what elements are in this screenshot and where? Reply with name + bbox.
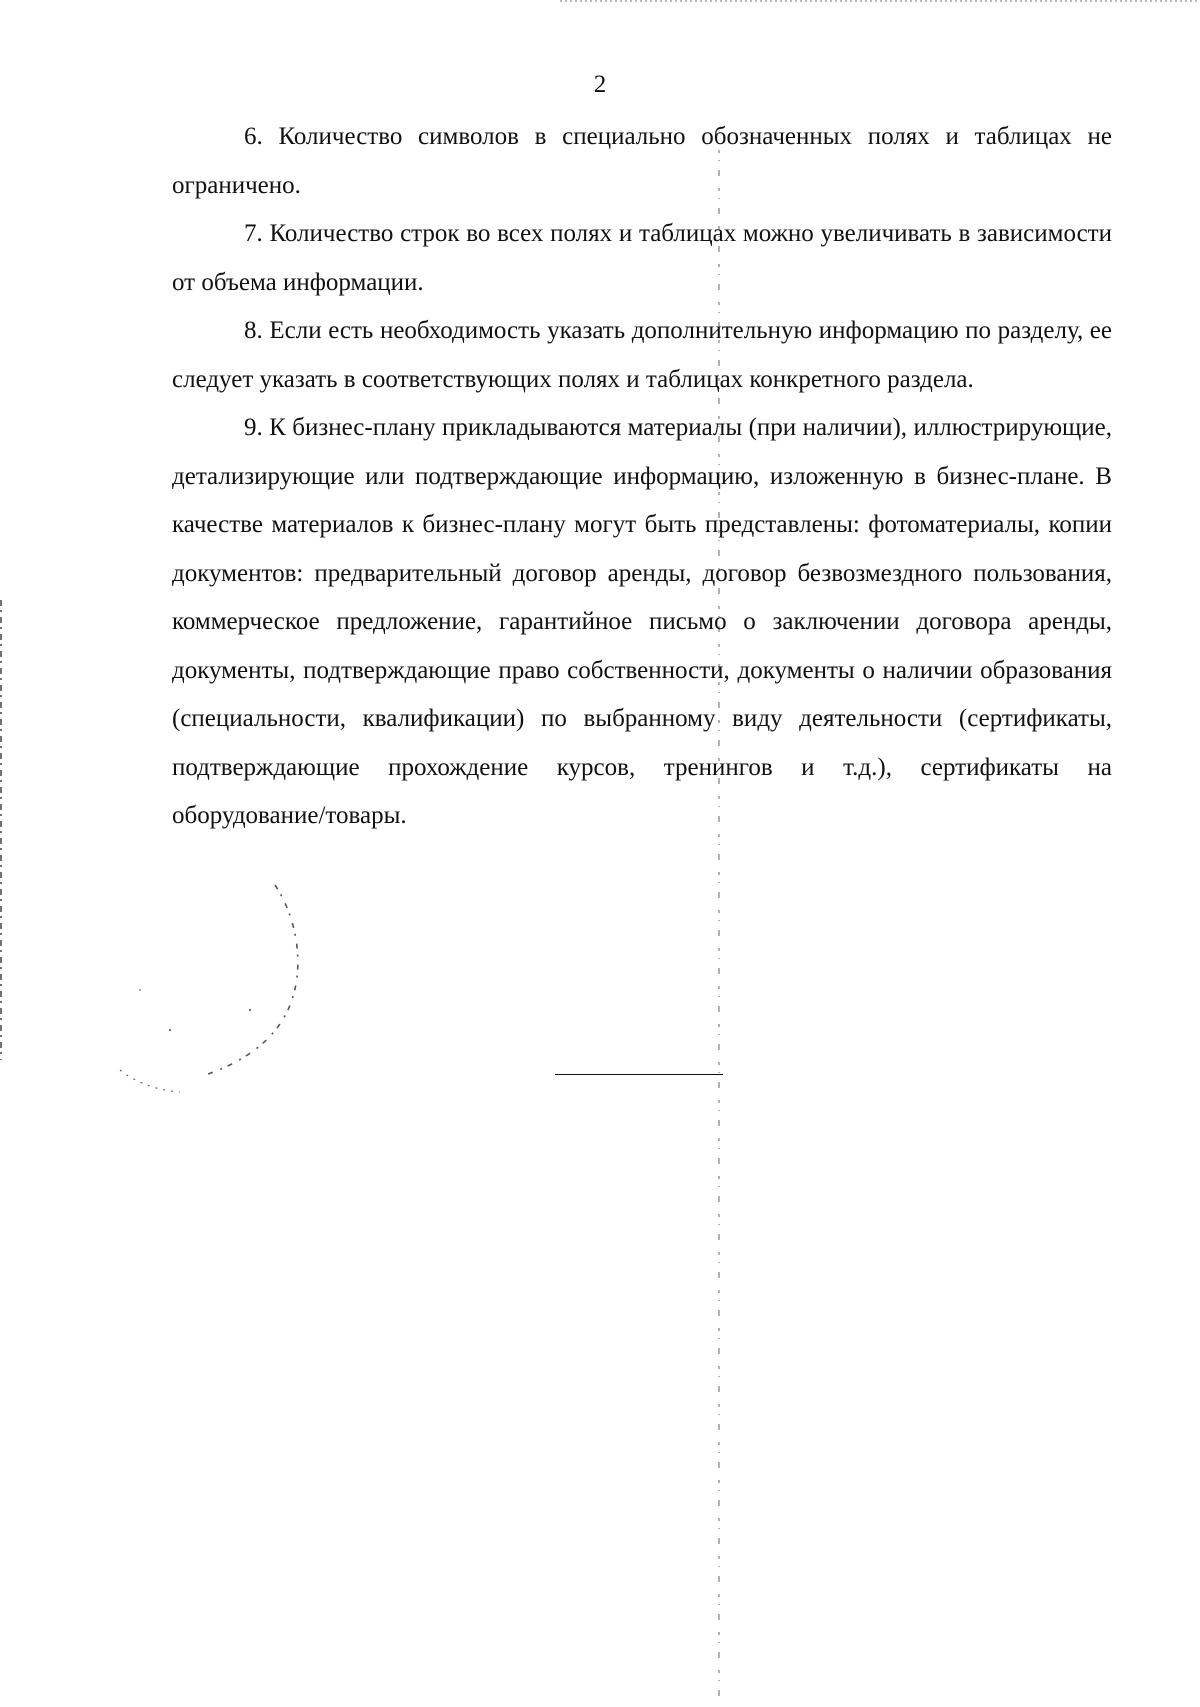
paragraph-item-6: 6. Количество символов в специально обозначенных полях и таблицах не ограничено. [172,123,1112,199]
paragraph-item-9: 9. К бизнес-плану прикладываются материалы (при наличии), иллюстрирующие, детализирующие или подтверждающие информацию, изложенную в бизнес-плане. В качестве материалов к бизнес-плану могут быть представлены: фотоматериалы, копии документов: предварительный договор аренды, договор безвозмездного пользования, коммерческое предложение, гарантийное письмо о заключении договора аренды, документы, подтверждающие право собственности, документы о наличии образования (специальности, квалификации) по выбранному виду деятельности (сертификаты, подтверждающие прохождение курсов, тренингов и т.д.), сертификаты на оборудование/товары. [172,414,1112,829]
scan-top-edge [560,0,1200,4]
page-number: 2 [593,71,607,98]
faint-stamp-trace [110,870,310,1110]
paragraph-item-8: 8. Если есть необходимость указать дополнительную информацию по разделу, ее следует указать в соответствующих полях и таблицах конкретного раздела. [172,317,1112,393]
paragraph-item-7: 7. Количество строк во всех полях и таблицах можно увеличивать в зависимости от объема информации. [172,220,1112,296]
closing-rule [555,1074,723,1075]
scan-left-edge [0,600,4,1060]
document-body [172,113,1112,841]
